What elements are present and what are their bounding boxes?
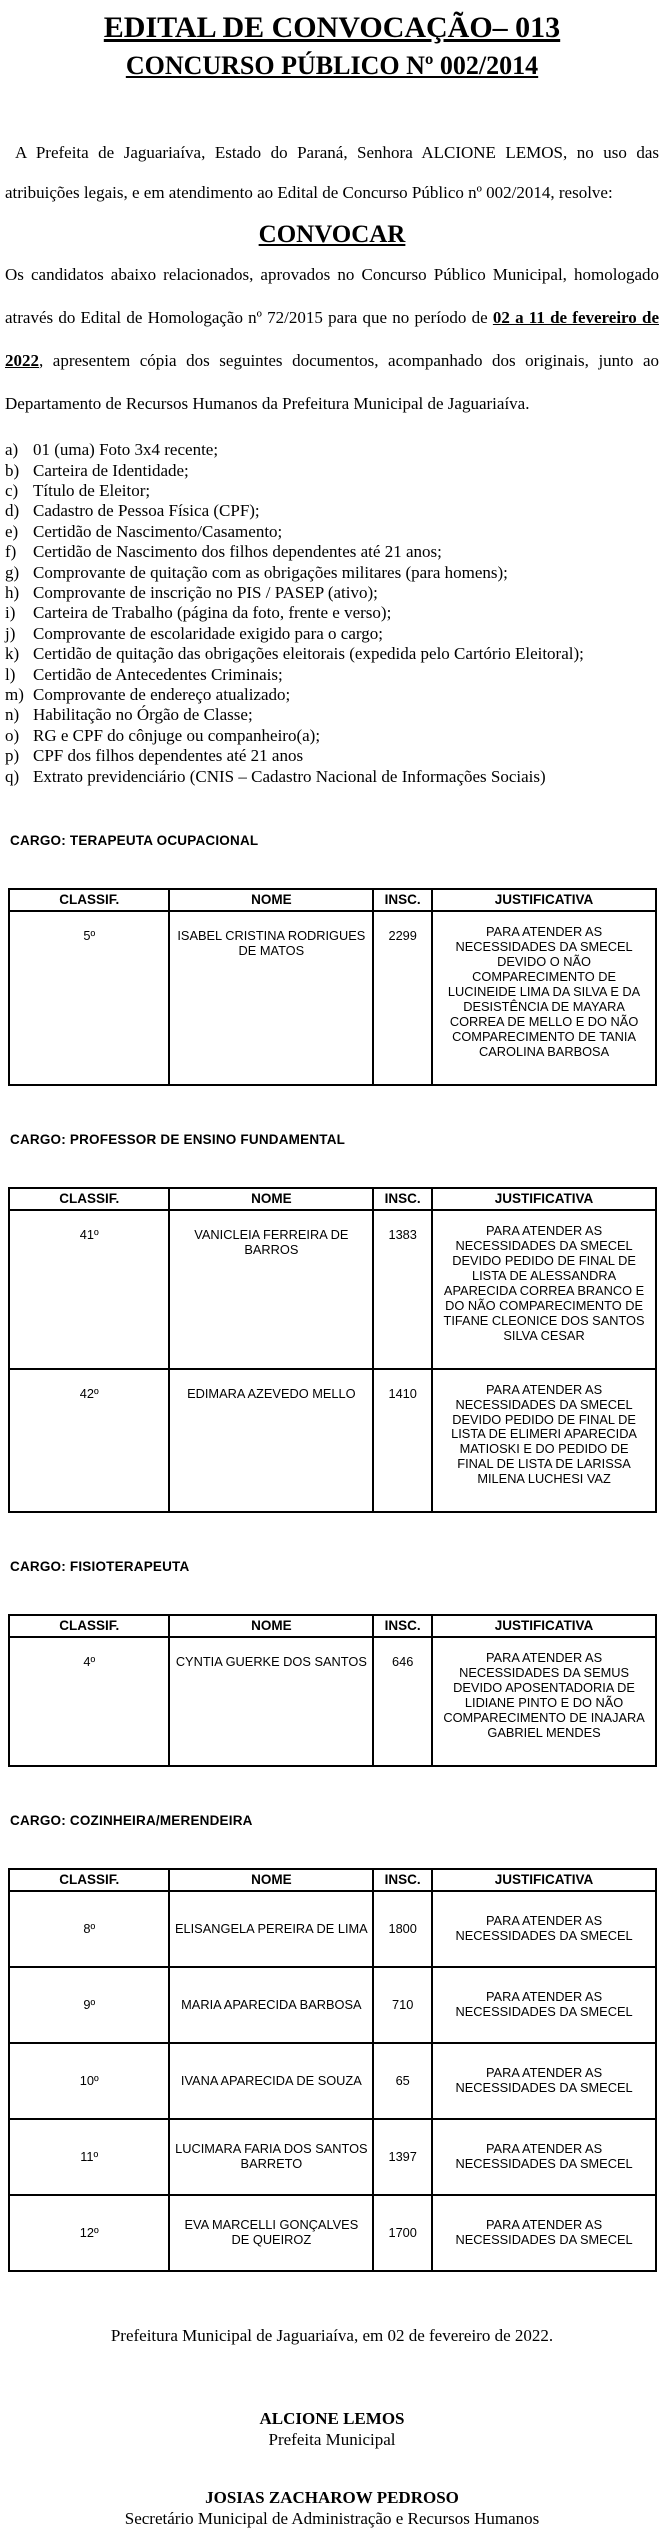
column-header-justificativa: JUSTIFICATIVA xyxy=(432,1188,656,1210)
document-list-item xyxy=(5,563,659,583)
document-subtitle-text: CONCURSO PÚBLICO Nº 002/2014 xyxy=(125,51,539,80)
table-row xyxy=(9,1967,656,2043)
document-list-item xyxy=(5,542,659,562)
candidates-table xyxy=(8,888,657,1086)
table-row xyxy=(9,911,656,1085)
column-header-insc: INSC. xyxy=(373,1615,432,1637)
justificativa-cell: PARA ATENDER AS NECESSIDADES DA SMECEL xyxy=(432,2195,656,2271)
table-row xyxy=(9,2195,656,2271)
insc-cell: 1397 xyxy=(373,2119,432,2195)
insc-cell: 1410 xyxy=(373,1369,432,1513)
document-list-item-text: Cadastro de Pessoa Física (CPF); xyxy=(33,501,260,521)
cargo-section xyxy=(5,1813,659,2272)
document-list-item-label: o) xyxy=(5,725,20,745)
document-list-item-label: p) xyxy=(5,746,20,766)
column-header-justificativa: JUSTIFICATIVA xyxy=(432,1615,656,1637)
nome-cell: ELISANGELA PEREIRA DE LIMA xyxy=(169,1891,373,1967)
document-list-item xyxy=(5,461,659,481)
classif-cell: 10º xyxy=(9,2043,169,2119)
nome-cell: IVANA APARECIDA DE SOUZA xyxy=(169,2043,373,2119)
document-list-item xyxy=(5,746,659,766)
signature-role-prefeita: Prefeita Municipal xyxy=(268,2430,396,2450)
document-list-item-text: Certidão de Nascimento/Casamento; xyxy=(33,521,283,541)
column-header-classif: CLASSIF. xyxy=(9,1188,169,1210)
justificativa-cell: PARA ATENDER AS NECESSIDADES DA SMECEL xyxy=(432,2043,656,2119)
document-list-item-label: f) xyxy=(5,542,17,562)
table-row xyxy=(9,2119,656,2195)
table-row xyxy=(9,1637,656,1766)
column-header-nome: NOME xyxy=(169,1615,373,1637)
classif-cell: 12º xyxy=(9,2195,169,2271)
cargo-section xyxy=(5,1559,659,1767)
signature-name-prefeita: ALCIONE LEMOS xyxy=(259,2409,405,2429)
document-list-item-text: Comprovante de endereço atualizado; xyxy=(33,685,291,705)
candidates-table xyxy=(8,1868,657,2272)
insc-cell: 1383 xyxy=(373,1210,432,1369)
document-list-item-label: e) xyxy=(5,521,19,541)
convocation-text-before: Os candidatos abaixo relacionados, aprovados no Concurso Público Municipal, homologado através do Edital de Homologação nº 72/2015 para que no período de xyxy=(5,265,659,328)
column-header-classif: CLASSIF. xyxy=(9,889,169,911)
cargo-heading: CARGO: PROFESSOR DE ENSINO FUNDAMENTAL xyxy=(10,1131,346,1147)
document-list-item xyxy=(5,665,659,685)
convocation-text-after: , apresentem cópia dos seguintes documentos, acompanhado dos originais, junto ao Departamento de Recursos Humanos da Prefeitura Municipal de Jaguariaíva. xyxy=(5,351,659,414)
document-list-item xyxy=(5,685,659,705)
cargo-sections xyxy=(5,833,659,2272)
convocar-heading-text: CONVOCAR xyxy=(258,221,406,249)
document-list-item-label: c) xyxy=(5,481,19,500)
document-list-item-text: 01 (uma) Foto 3x4 recente; xyxy=(33,440,219,460)
document-list-item-label: d) xyxy=(5,501,20,521)
insc-cell: 2299 xyxy=(373,911,432,1085)
justificativa-cell: PARA ATENDER AS NECESSIDADES DA SMECEL xyxy=(432,1967,656,2043)
document-list-item xyxy=(5,440,659,460)
document-list-item-text: Certidão de Antecedentes Criminais; xyxy=(33,664,283,684)
document-list-item xyxy=(5,726,659,746)
classif-cell: 8º xyxy=(9,1891,169,1967)
date-line: Prefeitura Municipal de Jaguariaíva, em 02 de fevereiro de 2022. xyxy=(110,2326,554,2346)
document-list-item xyxy=(5,767,659,787)
document-list-item-label: k) xyxy=(5,644,20,664)
document-list-item xyxy=(5,522,659,542)
convocar-heading xyxy=(5,221,659,249)
cargo-heading: CARGO: FISIOTERAPEUTA xyxy=(10,1559,190,1575)
document-list-item-text: Comprovante de inscrição no PIS / PASEP (ativo); xyxy=(33,583,378,603)
classif-cell: 9º xyxy=(9,1967,169,2043)
insc-cell: 710 xyxy=(373,1967,432,2043)
column-header-insc: INSC. xyxy=(373,889,432,911)
document-list-item-text: Certidão de Nascimento dos filhos dependentes até 21 anos; xyxy=(33,542,442,562)
document-list-item-text: Carteira de Trabalho (página da foto, frente e verso); xyxy=(33,603,392,623)
table-header-row xyxy=(9,1869,656,1891)
column-header-insc: INSC. xyxy=(373,1188,432,1210)
column-header-classif: CLASSIF. xyxy=(9,1615,169,1637)
document-list-item xyxy=(5,481,659,501)
document-list-item-text: Título de Eleitor; xyxy=(33,481,151,500)
candidates-table xyxy=(8,1187,657,1514)
classif-cell: 41º xyxy=(9,1210,169,1369)
candidates-table xyxy=(8,1614,657,1767)
insc-cell: 1800 xyxy=(373,1891,432,1967)
nome-cell: CYNTIA GUERKE DOS SANTOS xyxy=(169,1637,373,1766)
justificativa-cell: PARA ATENDER AS NECESSIDADES DA SMECEL xyxy=(432,2119,656,2195)
document-list-item-text: Extrato previdenciário (CNIS – Cadastro Nacional de Informações Sociais) xyxy=(33,766,546,786)
document-list-item-label: h) xyxy=(5,583,20,603)
documents-list xyxy=(5,440,659,787)
table-row xyxy=(9,2043,656,2119)
table-header-row xyxy=(9,1615,656,1637)
document-list-item xyxy=(5,583,659,603)
document-list-item-label: j) xyxy=(5,623,16,643)
justificativa-cell: PARA ATENDER AS NECESSIDADES DA SMECEL DEVIDO PEDIDO DE FINAL DE LISTA DE ALESSANDRA APARECIDA CORREA BRANCO E DO NÃO COMPARECIMENTO DE TIFANE CLEONICE DOS SANTOS SILVA CESAR xyxy=(432,1210,656,1369)
signature-block-prefeita xyxy=(5,2408,659,2450)
column-header-justificativa: JUSTIFICATIVA xyxy=(432,1869,656,1891)
document-title xyxy=(5,10,659,46)
nome-cell: EDIMARA AZEVEDO MELLO xyxy=(169,1369,373,1513)
document-list-item xyxy=(5,603,659,623)
document-subtitle xyxy=(5,50,659,81)
signature-role-secretario: Secretário Municipal de Administração e Recursos Humanos xyxy=(124,2509,540,2529)
column-header-nome: NOME xyxy=(169,1188,373,1210)
justificativa-cell: PARA ATENDER AS NECESSIDADES DA SEMUS DEVIDO APOSENTADORIA DE LIDIANE PINTO E DO NÃO COMPARECIMENTO DE INAJARA GABRIEL MENDES xyxy=(432,1637,656,1766)
signature-name-secretario: JOSIAS ZACHAROW PEDROSO xyxy=(205,2488,459,2508)
document-title-text: EDITAL DE CONVOCAÇÃO– 013 xyxy=(103,11,561,44)
date-range-highlight: 02 a 11 de fevereiro de 2022 xyxy=(5,308,659,371)
column-header-insc: INSC. xyxy=(373,1869,432,1891)
document-list-item-label: m) xyxy=(5,685,24,705)
document-list-item-text: Habilitação no Órgão de Classe; xyxy=(33,705,253,725)
classif-cell: 42º xyxy=(9,1369,169,1513)
cargo-heading: CARGO: TERAPEUTA OCUPACIONAL xyxy=(10,833,259,849)
table-row xyxy=(9,1210,656,1369)
document-list-item xyxy=(5,501,659,521)
convocation-paragraph xyxy=(5,253,659,425)
cargo-section xyxy=(5,1132,659,1514)
column-header-nome: NOME xyxy=(169,889,373,911)
table-header-row xyxy=(9,889,656,911)
classif-cell: 11º xyxy=(9,2119,169,2195)
nome-cell: VANICLEIA FERREIRA DE BARROS xyxy=(169,1210,373,1369)
document-list-item-label: g) xyxy=(5,562,20,582)
document-list-item xyxy=(5,624,659,644)
signature-block-secretario xyxy=(5,2487,659,2529)
document-list-item-label: n) xyxy=(5,705,20,725)
document-list-item xyxy=(5,644,659,664)
justificativa-cell: PARA ATENDER AS NECESSIDADES DA SMECEL DEVIDO O NÃO COMPARECIMENTO DE LUCINEIDE LIMA DA SILVA E DA DESISTÊNCIA DE MAYARA CORREA DE MELLO E DO NÃO COMPARECIMENTO DE TANIA CAROLINA BARBOSA xyxy=(432,911,656,1085)
classif-cell: 4º xyxy=(9,1637,169,1766)
intro-paragraph: A Prefeita de Jaguariaíva, Estado do Paraná, Senhora ALCIONE LEMOS, no uso das atribuições legais, e em atendimento ao Edital de Concurso Público nº 002/2014, resolve: xyxy=(5,143,659,203)
document-list-item-label: b) xyxy=(5,460,20,480)
nome-cell: MARIA APARECIDA BARBOSA xyxy=(169,1967,373,2043)
insc-cell: 65 xyxy=(373,2043,432,2119)
document-list-item-label: q) xyxy=(5,766,20,786)
justificativa-cell: PARA ATENDER AS NECESSIDADES DA SMECEL xyxy=(432,1891,656,1967)
nome-cell: EVA MARCELLI GONÇALVES DE QUEIROZ xyxy=(169,2195,373,2271)
nome-cell: ISABEL CRISTINA RODRIGUES DE MATOS xyxy=(169,911,373,1085)
justificativa-cell: PARA ATENDER AS NECESSIDADES DA SMECEL DEVIDO PEDIDO DE FINAL DE LISTA DE ELIMERI APARECIDA MATIOSKI E DO PEDIDO DE FINAL DE LISTA DE LARISSA MILENA LUCHESI VAZ xyxy=(432,1369,656,1513)
document-list-item-text: Comprovante de quitação com as obrigações militares (para homens); xyxy=(33,562,508,582)
column-header-classif: CLASSIF. xyxy=(9,1869,169,1891)
document-list-item-label: a) xyxy=(5,440,19,460)
document-list-item-text: Comprovante de escolaridade exigido para o cargo; xyxy=(33,623,383,643)
nome-cell: LUCIMARA FARIA DOS SANTOS BARRETO xyxy=(169,2119,373,2195)
classif-cell: 5º xyxy=(9,911,169,1085)
document-list-item-label: l) xyxy=(5,664,16,684)
document-list-item-text: CPF dos filhos dependentes até 21 anos xyxy=(33,746,304,766)
document-list-item-text: Carteira de Identidade; xyxy=(33,460,189,480)
cargo-section xyxy=(5,833,659,1086)
column-header-nome: NOME xyxy=(169,1869,373,1891)
table-row xyxy=(9,1369,656,1513)
document-list-item-text: Certidão de quitação das obrigações eleitorais (expedida pelo Cartório Eleitoral); xyxy=(33,644,584,664)
table-header-row xyxy=(9,1188,656,1210)
document-list-item-label: i) xyxy=(5,603,16,623)
insc-cell: 646 xyxy=(373,1637,432,1766)
table-row xyxy=(9,1891,656,1967)
column-header-justificativa: JUSTIFICATIVA xyxy=(432,889,656,911)
document-list-item-text: RG e CPF do cônjuge ou companheiro(a); xyxy=(33,725,321,745)
cargo-heading: CARGO: COZINHEIRA/MERENDEIRA xyxy=(10,1813,253,1829)
insc-cell: 1700 xyxy=(373,2195,432,2271)
document-list-item xyxy=(5,705,659,725)
